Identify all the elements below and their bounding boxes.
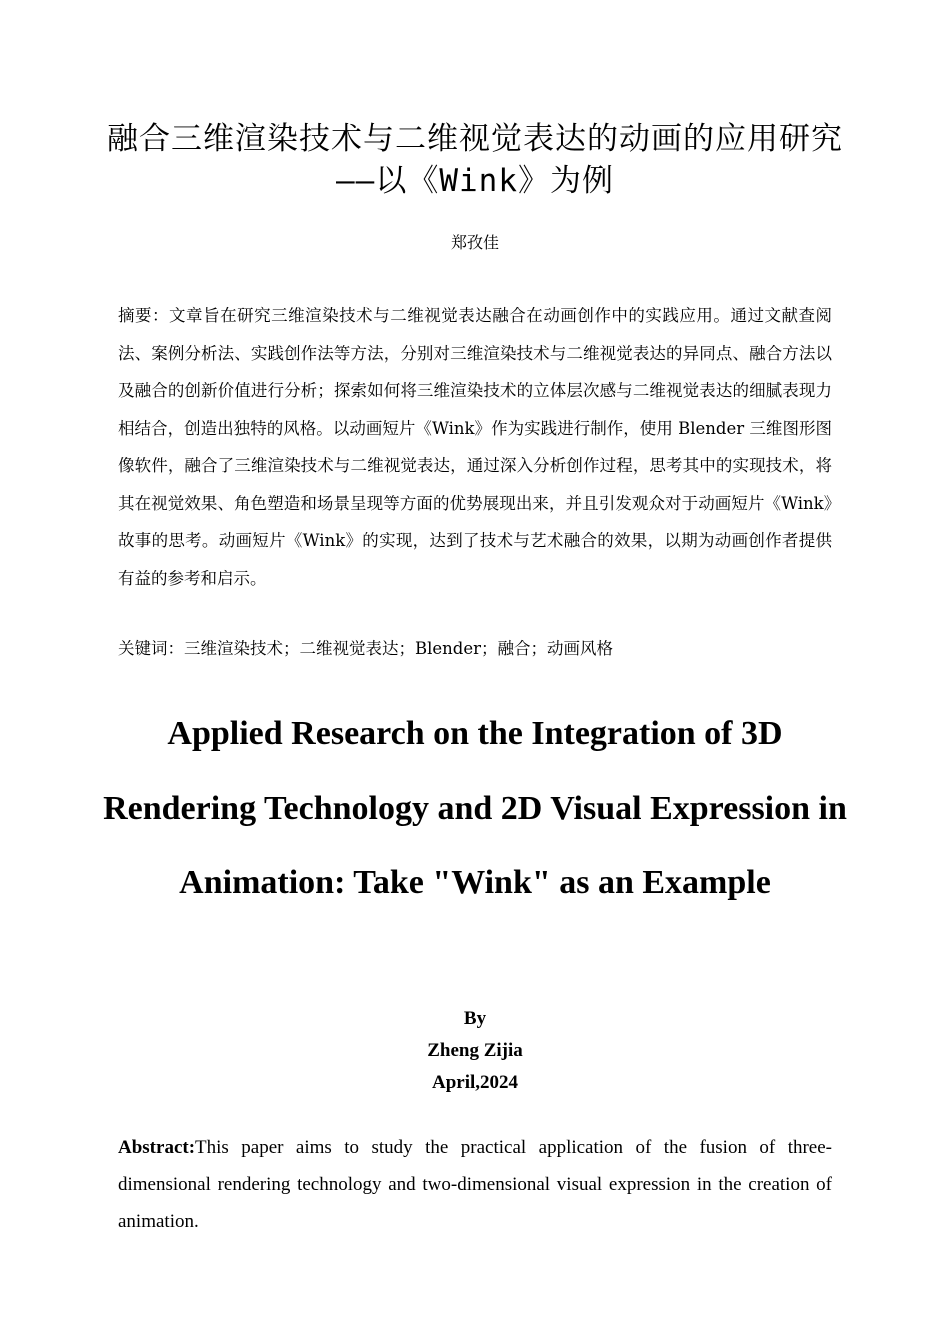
english-title: Applied Research on the Integration of 3D Rendering Technology and 2D Visual Expression in Animation: Take "Wink" as an Example [103,715,847,901]
english-author: Zheng Zijia [427,1040,523,1061]
english-abstract-text: This paper aims to study the practical application of the fusion of three-dimensional rendering technology and two-dimensional visual expression in the creation of animation. [118,1137,832,1232]
chinese-keywords-label: 关键词： [118,639,184,658]
chinese-title: 融合三维渲染技术与二维视觉表达的动画的应用研究——以《Wink》为例 [107,121,843,199]
english-abstract-label: Abstract: [118,1137,196,1158]
english-by: By [463,1008,487,1029]
english-date: April,2024 [431,1072,519,1093]
chinese-abstract [118,297,832,597]
english-abstract [118,1129,832,1240]
chinese-abstract-label: 摘要： [118,306,170,325]
chinese-abstract-text: 文章旨在研究三维渲染技术与二维视觉表达融合在动画创作中的实践应用。通过文献查阅法、案例分析法、实践创作法等方法，分别对三维渲染技术与二维视觉表达的异同点、融合方法以及融合的创新价值进行分析；探索如何将三维渲染技术的立体层次感与二维视觉表达的细腻表现力相结合，创造出独特的风格。以动画短片《Wink》作为实践进行制作，使用 Blender 三维图形图像软件，融合了三维渲染技术与二维视觉表达，通过深入分析创作过程，思考其中的实现技术，将其在视觉效果、角色塑造和场景呈现等方面的优势展现出来，并且引发观众对于动画短片《Wink》故事的思考。动画短片《Wink》的实现，达到了技术与艺术融合的效果，以期为动画创作者提供有益的参考和启示。 [118,306,833,588]
chinese-keywords [118,632,832,666]
chinese-keywords-text: 三维渲染技术；二维视觉表达；Blender；融合；动画风格 [184,639,614,658]
chinese-author: 郑孜佳 [450,233,499,252]
